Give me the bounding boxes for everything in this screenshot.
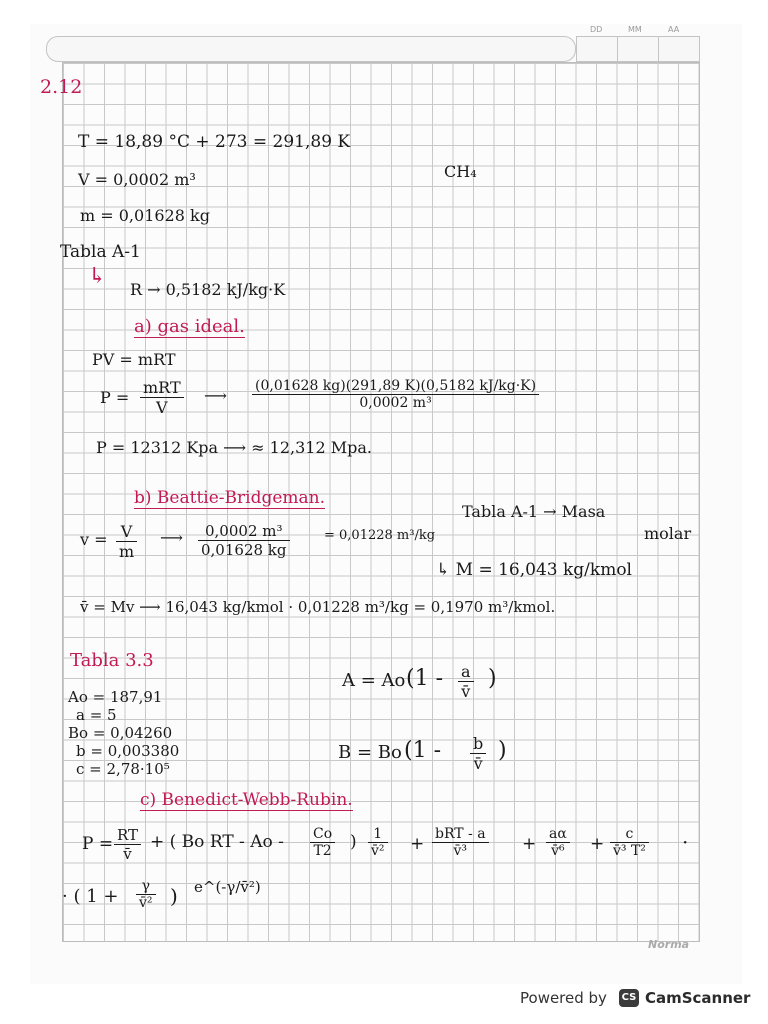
pressure-label-a: P = <box>100 388 130 407</box>
multiply-dot: · <box>682 830 689 854</box>
fraction-volume-over-mass <box>198 522 290 559</box>
fraction-rt-over-vbar <box>114 826 141 863</box>
molar-volume-line: v̄ = Mv ⟶ 16,043 kg/kmol · 0,01228 m³/kg = 0,1970 m³/kmol. <box>80 598 556 616</box>
header-title-field <box>46 36 576 62</box>
section-c-heading <box>140 790 353 810</box>
molar-mass: ↳ M = 16,043 kg/kmol <box>436 560 632 580</box>
fraction-numerator: b <box>470 734 486 754</box>
fraction-b-over-vbar <box>470 734 486 773</box>
bwr-line2-open: · ( 1 + <box>62 886 119 907</box>
problem-number: 2.12 <box>40 76 83 98</box>
fraction-denominator: v̄³ T² <box>613 843 646 859</box>
fraction-denominator: v̄ <box>461 682 471 701</box>
date-label-year: AA <box>668 25 680 34</box>
bwr-term2-open: + ( Bo RT - Ao - <box>150 832 284 852</box>
fraction-denominator: v̄² <box>139 895 153 911</box>
date-label-day: DD <box>590 25 603 34</box>
fraction-numerator: V <box>116 522 137 542</box>
ideal-gas-result: P = 12312 Kpa ⟶ ≈ 12,312 Mpa. <box>96 438 372 457</box>
section-c-heading-text: c) Benedict-Webb-Rubin. <box>140 790 353 810</box>
fraction-denominator: 0,01628 kg <box>201 541 287 559</box>
scanner-footer <box>520 986 750 1010</box>
table-a1-molar-note-line2: molar <box>644 524 692 543</box>
fraction-denominator: v̄³ <box>453 843 468 859</box>
fraction-numerator: bRT - a <box>432 826 489 843</box>
table-a1-molar-note: Tabla A-1 → Masa <box>462 502 606 521</box>
table-33-title: Tabla 3.3 <box>70 650 154 671</box>
plus-sign-2: + <box>522 834 537 854</box>
constant-bo: Bo = 0,04260 <box>68 724 173 742</box>
given-mass: m = 0,01628 kg <box>80 206 210 225</box>
constant-ao: Ao = 187,91 <box>68 688 163 706</box>
fraction-numerator: c <box>610 826 649 843</box>
plus-sign-3: + <box>590 834 605 854</box>
fraction-denominator: v̄ <box>473 754 483 773</box>
fraction-denominator: v̄⁶ <box>551 843 565 859</box>
constant-b: b = 0,003380 <box>76 742 180 760</box>
fraction-denominator: T2 <box>313 843 332 859</box>
constant-a: a = 5 <box>76 706 117 724</box>
fraction-numerator: 1 <box>368 826 388 843</box>
fraction-v-over-m <box>116 522 137 561</box>
eq-b-close-paren: ) <box>498 738 507 763</box>
fraction-c-over-vbar3-t2 <box>610 826 649 859</box>
fraction-numerator: a <box>458 662 474 682</box>
eq-a-lhs: A = Ao <box>342 670 406 691</box>
fraction-numerator: 0,0002 m³ <box>198 522 290 541</box>
fraction-1-over-vbar2 <box>368 826 388 859</box>
fraction-gamma-over-vbar2 <box>136 878 156 911</box>
fraction-numerator: γ <box>136 878 156 895</box>
fraction-aalpha-over-vbar6 <box>546 826 570 859</box>
specific-volume-result: = 0,01228 m³/kg <box>324 528 436 543</box>
eq-a-paren: (1 - <box>406 666 444 691</box>
bwr-line2-close: ) <box>170 884 178 908</box>
fraction-denominator: m <box>119 542 135 561</box>
table-a1-title: Tabla A-1 <box>60 242 141 262</box>
fraction-numerator: Co <box>310 826 335 843</box>
date-box-month <box>617 36 659 62</box>
powered-by-text: Powered by <box>520 989 607 1007</box>
fraction-denominator: 0,0002 m³ <box>359 395 432 411</box>
arrow-a: ⟶ <box>204 386 227 405</box>
fraction-numerator: RT <box>114 826 141 845</box>
ideal-gas-equation: PV = mRT <box>92 350 176 369</box>
camscanner-logo-icon: CS <box>619 989 639 1007</box>
plus-sign-1: + <box>410 834 425 854</box>
constant-c: c = 2,78·10⁵ <box>76 760 170 778</box>
date-label-month: MM <box>628 25 642 34</box>
camscanner-brand: CamScanner <box>644 989 751 1007</box>
eq-b-lhs: B = Bo <box>338 742 402 763</box>
fraction-ideal-gas-values <box>252 378 539 411</box>
eq-b-paren: (1 - <box>404 738 442 763</box>
fraction-a-over-vbar <box>458 662 474 701</box>
bwr-p-label: P = <box>82 834 114 854</box>
section-b-heading-text: b) Beattie-Bridgeman. <box>134 488 326 508</box>
bwr-exponential: e^(-γ/v̄²) <box>194 878 261 896</box>
given-substance: CH₄ <box>444 162 477 181</box>
fraction-denominator: V <box>156 398 168 417</box>
fraction-mrt-over-v <box>140 378 184 417</box>
given-temperature: T = 18,89 °C + 273 = 291,89 K <box>78 132 351 152</box>
gas-constant-r: R → 0,5182 kJ/kg·K <box>130 280 286 299</box>
fraction-numerator: aα <box>546 826 570 843</box>
specific-volume-label: v = <box>80 530 108 549</box>
fraction-co-over-t2 <box>310 826 335 859</box>
section-b-heading <box>134 488 325 508</box>
date-box-day <box>576 36 618 62</box>
fraction-numerator: mRT <box>140 378 184 398</box>
fraction-brt-minus-a <box>432 826 489 859</box>
section-a-heading-text: a) gas ideal. <box>134 316 245 337</box>
corner-arrow-icon: ↳ <box>88 264 107 289</box>
eq-a-close-paren: ) <box>488 666 497 691</box>
fraction-denominator: v̄ <box>123 845 132 863</box>
date-box-year <box>658 36 700 62</box>
arrow-b: ⟶ <box>160 528 183 547</box>
given-volume: V = 0,0002 m³ <box>78 170 196 189</box>
fraction-numerator: (0,01628 kg)(291,89 K)(0,5182 kJ/kg·K) <box>252 378 539 395</box>
notebook-brand-mark: Norma <box>648 938 690 951</box>
bwr-term2-close: ) <box>350 832 357 852</box>
fraction-denominator: v̄² <box>371 843 385 859</box>
section-a-heading <box>134 316 245 337</box>
